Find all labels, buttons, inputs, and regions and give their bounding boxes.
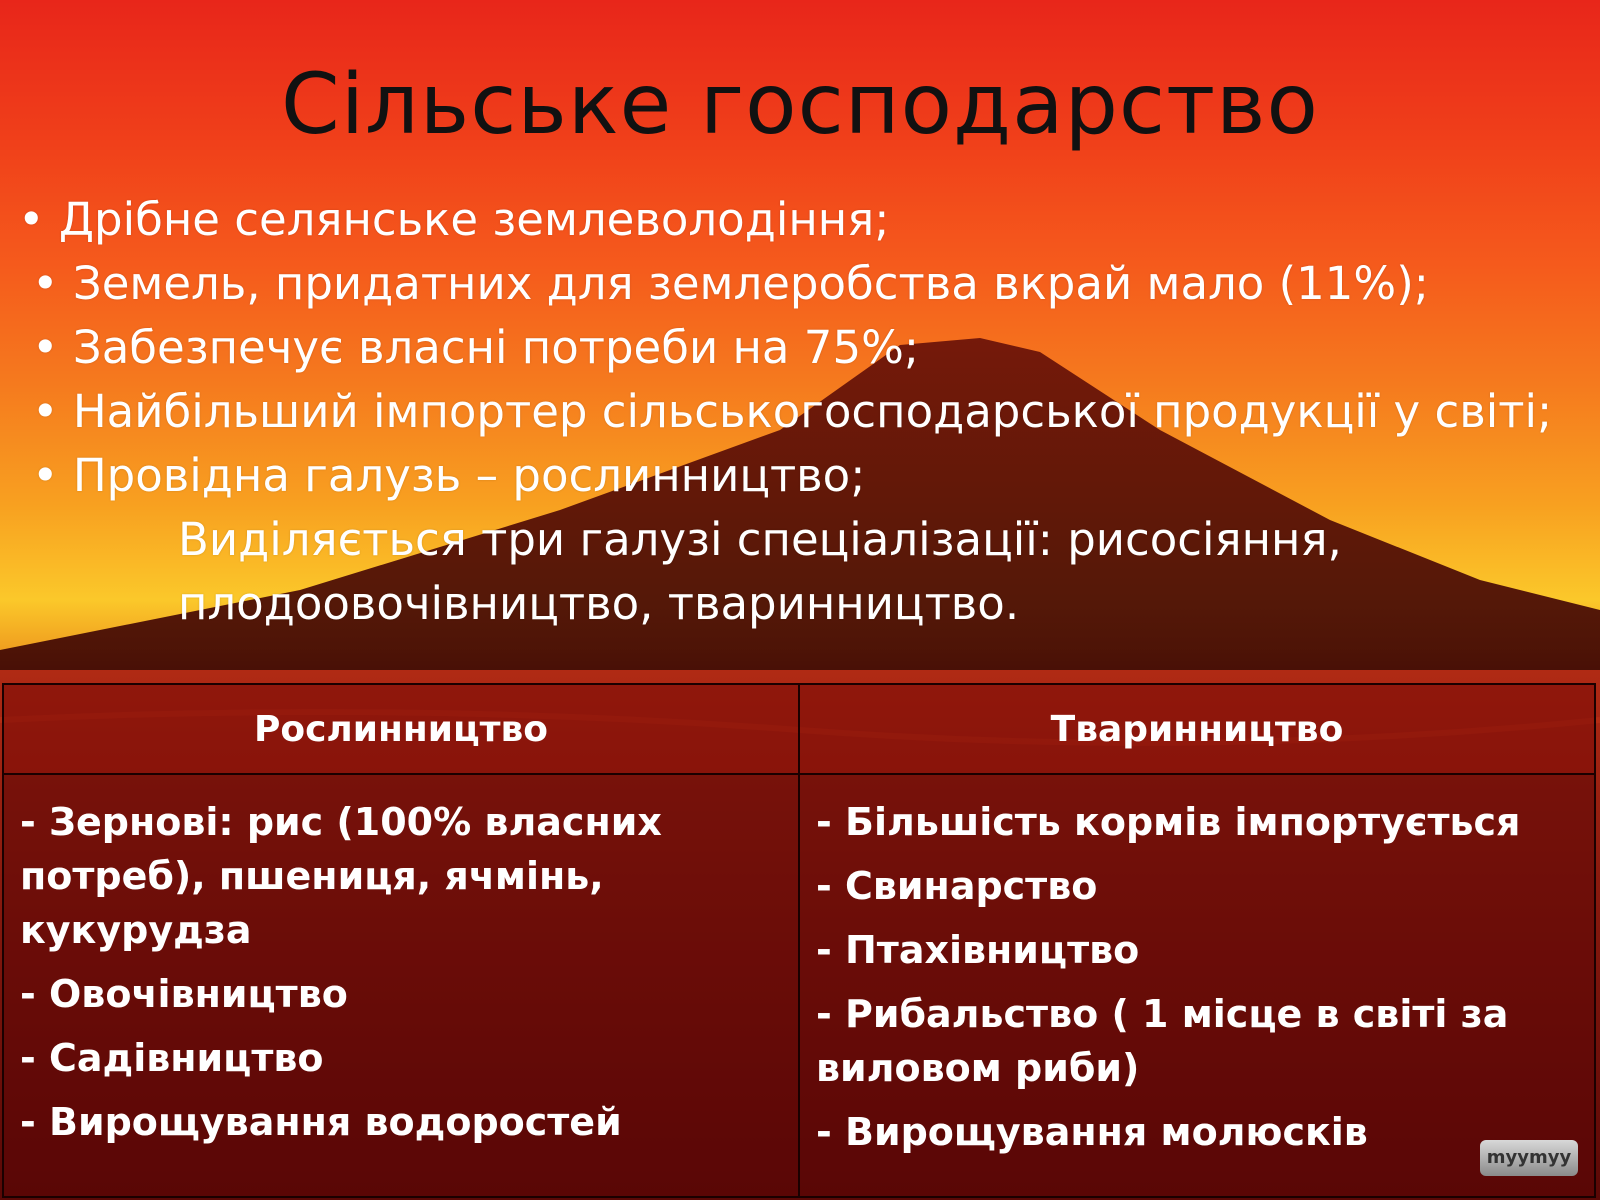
- bullet-item: • Дрібне селянське землеволодіння;: [18, 193, 890, 246]
- list-item: - Вирощування молюсків: [816, 1110, 1368, 1154]
- bullet-item: • Провідна галузь – рослинництво;: [32, 449, 866, 502]
- list-item: - Садівництво: [20, 1036, 324, 1080]
- list-item: - Рибальство ( 1 місце в світі за виловом риби): [816, 992, 1509, 1090]
- table-row: [3, 774, 1595, 1197]
- list-item: - Свинарство: [816, 864, 1098, 908]
- bullet-item: • Забезпечує власні потреби на 75%;: [32, 321, 919, 374]
- crop-farming-cell: [3, 774, 799, 1197]
- specialization-text: Виділяється три галузі спеціалізації: рисосіяння, плодоовочівництво, тваринництво.: [178, 513, 1342, 630]
- bullet-item: • Найбільший імпортер сільськогосподарської продукції у світі;: [32, 385, 1553, 438]
- livestock-cell: [799, 774, 1595, 1197]
- watermark-logo: myymyy: [1480, 1140, 1578, 1176]
- list-item: - Вирощування водоростей: [20, 1100, 622, 1144]
- table-header-row: [3, 684, 1595, 774]
- header-livestock: Тваринництво: [799, 684, 1595, 774]
- header-crop-farming: Рослинництво: [3, 684, 799, 774]
- bullet-list: [18, 188, 1578, 636]
- list-item: - Птахівництво: [816, 928, 1140, 972]
- list-item: - Зернові: рис (100% власних потреб), пшениця, ячмінь, кукурудза: [20, 800, 662, 952]
- list-item: - Більшість кормів імпортується: [816, 800, 1521, 844]
- list-item: - Овочівництво: [20, 972, 348, 1016]
- slide-title: Сільське господарство: [281, 55, 1319, 153]
- agriculture-table: [2, 683, 1596, 1198]
- bullet-item: • Земель, придатних для землеробства вкрай мало (11%);: [32, 257, 1429, 310]
